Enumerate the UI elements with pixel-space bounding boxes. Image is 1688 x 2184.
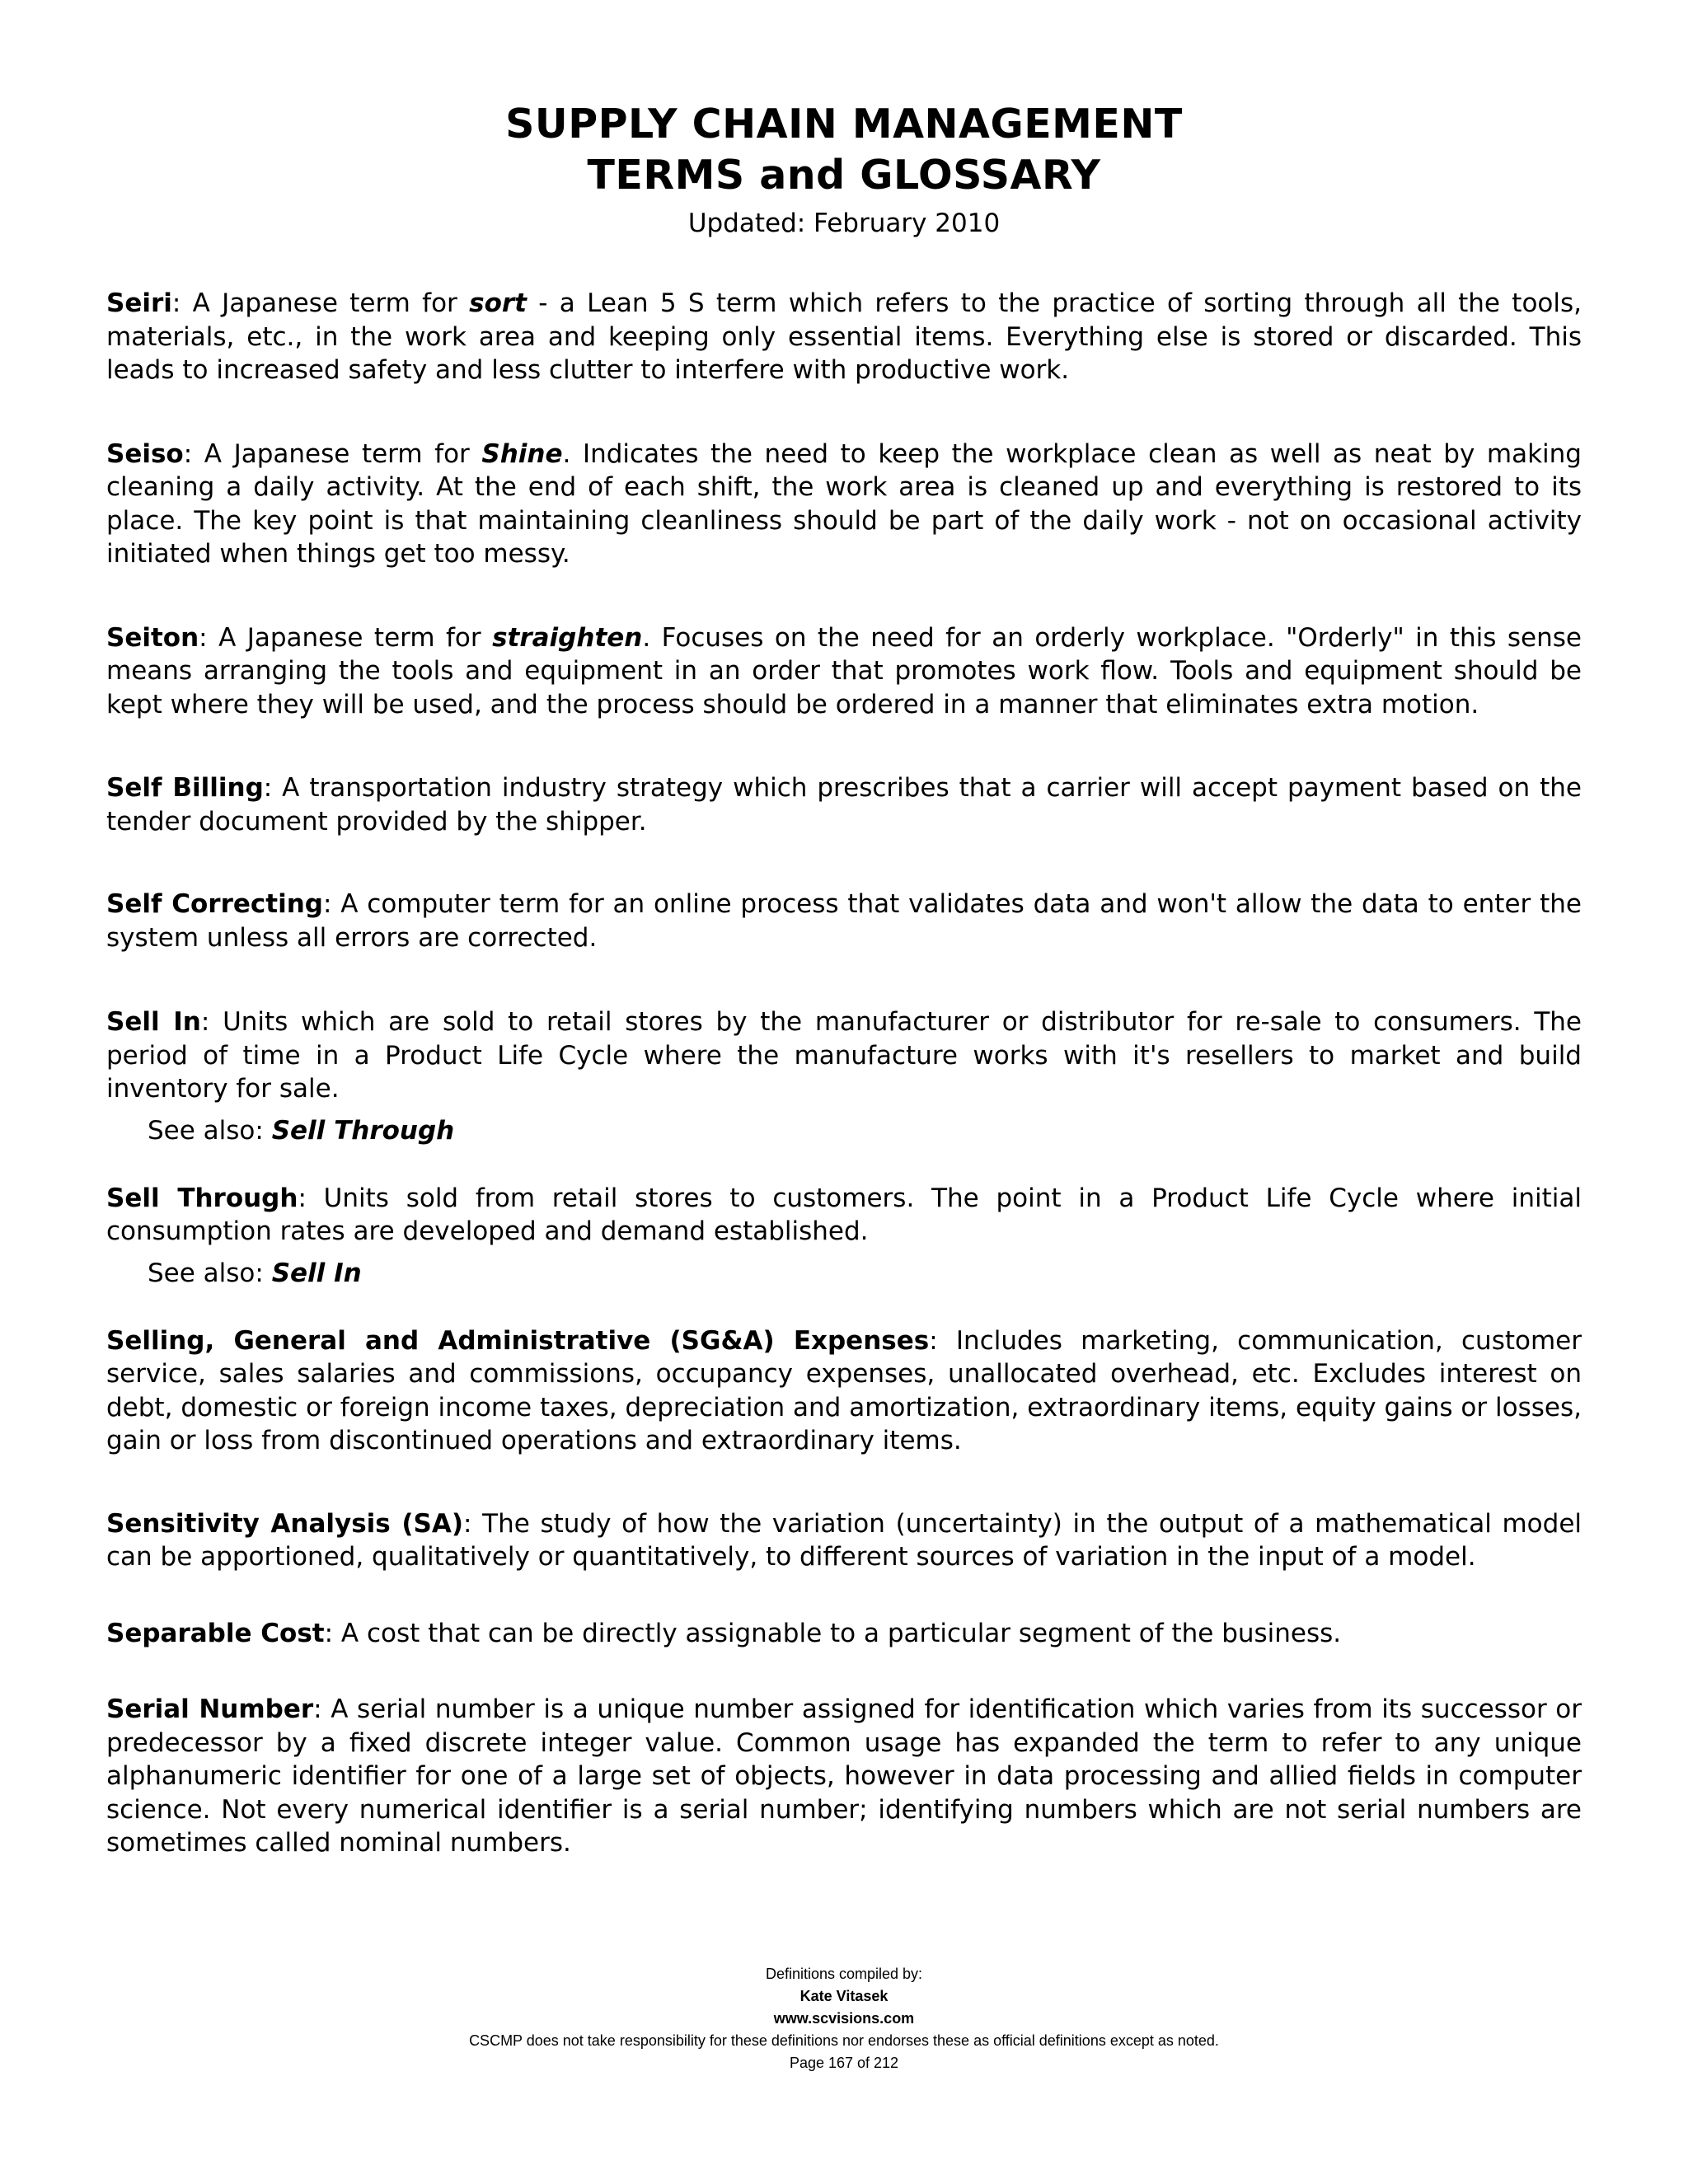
footer-compiled-by: Definitions compiled by:	[765, 1966, 923, 1982]
definition-separable-cost: : A cost that can be directly assignable to a particular segment of the business.	[324, 1618, 1342, 1648]
definition-self-billing: : A transportation industry strategy which prescribes that a carrier will accept payment based on the tender document provided by the shipper.	[106, 773, 1582, 837]
emphasis-shine: Shine	[481, 438, 563, 469]
entry-seiri	[106, 287, 1582, 387]
term-seiri: Seiri	[106, 288, 172, 318]
definition-seiri-pre: : A Japanese term for	[171, 288, 470, 318]
definition-seiton: . Focuses on the need for an orderly workplace. "Orderly" in this sense means arranging the tools and equipment in an order that promotes work flow. Tools and equipment should be kept where they will be used, and the process should be ordered in a manner that eliminates extra motion.	[106, 622, 1582, 719]
term-self-billing: Self Billing	[106, 773, 264, 803]
definition-seiso-pre: : A Japanese term for	[183, 438, 482, 469]
entry-seiton	[106, 621, 1582, 722]
term-seiton: Seiton	[106, 622, 199, 653]
updated-date: Updated: February 2010	[687, 209, 1001, 238]
see-also-link-sell-through: Sell Through	[271, 1115, 455, 1146]
page-header	[0, 99, 1688, 241]
page-title-line-1: SUPPLY CHAIN MANAGEMENT	[505, 101, 1183, 148]
term-sga-expenses: Selling, General and Administrative (SG&A) Expenses	[106, 1325, 930, 1356]
emphasis-straighten: straighten	[492, 622, 643, 653]
entry-sensitivity-analysis	[106, 1507, 1582, 1574]
entry-sell-through-text	[106, 1182, 1582, 1249]
definition-seiton-pre: : A Japanese term for	[199, 622, 493, 653]
definition-sell-through: : Units sold from retail stores to customers. The point in a Product Life Cycle where initial consumption rates are developed and demand established.	[106, 1183, 1582, 1246]
emphasis-sort: sort	[469, 288, 527, 318]
see-also-sell-in	[106, 1114, 1582, 1147]
page-footer	[0, 1963, 1688, 2074]
entry-serial-number	[106, 1693, 1582, 1860]
entry-seiso	[106, 438, 1582, 571]
term-self-correcting: Self Correcting	[106, 889, 323, 919]
term-seiso: Seiso	[106, 438, 184, 469]
footer-disclaimer: CSCMP does not take responsibility for these definitions nor endorses these as official definitions except as noted.	[469, 2032, 1219, 2049]
glossary-entries	[106, 287, 1582, 1860]
footer-page-number: Page 167 of 212	[789, 2055, 899, 2071]
footer-website: www.scvisions.com	[773, 2010, 915, 2027]
entry-sell-in-text	[106, 1005, 1582, 1106]
term-sell-in: Sell In	[106, 1007, 201, 1037]
term-separable-cost: Separable Cost	[106, 1618, 325, 1648]
definition-seiso: . Indicates the need to keep the workplace clean as well as neat by making cleaning a daily activity. At the end of each shift, the work area is cleaned up and everything is restored to its place. The key point is that maintaining cleanliness should be part of the daily work - not on occasional activity initiated when things get too messy.	[106, 438, 1582, 569]
entry-sga-expenses	[106, 1324, 1582, 1458]
see-also-sell-through	[106, 1257, 1582, 1290]
definition-sell-in: : Units which are sold to retail stores by the manufacturer or distributor for re-sale to consumers. The period of time in a Product Life Cycle where the manufacture works with it's resellers to market and build inventory for sale.	[106, 1007, 1582, 1104]
entry-sell-in	[106, 1005, 1582, 1147]
see-also-label: See also:	[148, 1258, 272, 1288]
definition-sensitivity-analysis: : The study of how the variation (uncertainty) in the output of a mathematical model can be apportioned, qualitatively or quantitatively, to different sources of variation in the input of a model.	[106, 1508, 1582, 1572]
entry-self-billing	[106, 771, 1582, 838]
footer-author: Kate Vitasek	[799, 1988, 889, 2004]
definition-self-correcting: : A computer term for an online process that validates data and won't allow the data to enter the system unless all errors are corrected.	[106, 889, 1582, 953]
term-sell-through: Sell Through	[106, 1183, 298, 1213]
definition-seiri: - a Lean 5 S term which refers to the practice of sorting through all the tools, materials, etc., in the work area and keeping only essential items. Everything else is stored or discarded. This leads to increased safety and less clutter to interfere with productive work.	[106, 288, 1582, 385]
definition-serial-number: : A serial number is a unique number assigned for identification which varies from its successor or predecessor by a fixed discrete integer value. Common usage has expanded the term to refer to any unique alphanumeric identifier for one of a large set of objects, however in data processing and allied fields in computer science. Not every numerical identifier is a serial number; identifying numbers which are not serial numbers are sometimes called nominal numbers.	[106, 1694, 1582, 1858]
see-also-link-sell-in: Sell In	[271, 1258, 362, 1288]
term-sensitivity-analysis: Sensitivity Analysis (SA)	[106, 1508, 464, 1539]
entry-separable-cost	[106, 1617, 1582, 1651]
see-also-label: See also:	[148, 1115, 272, 1146]
entry-self-correcting	[106, 888, 1582, 954]
page-title-line-2: TERMS and GLOSSARY	[587, 152, 1101, 199]
definition-sga-expenses: : Includes marketing, communication, customer service, sales salaries and commissions, occupancy expenses, unallocated overhead, etc. Excludes interest on debt, domestic or foreign income taxes, depreciation and amortization, extraordinary items, equity gains or losses, gain or loss from discontinued operations and extraordinary items.	[106, 1325, 1582, 1455]
term-serial-number: Serial Number	[106, 1694, 314, 1724]
entry-sell-through	[106, 1182, 1582, 1290]
